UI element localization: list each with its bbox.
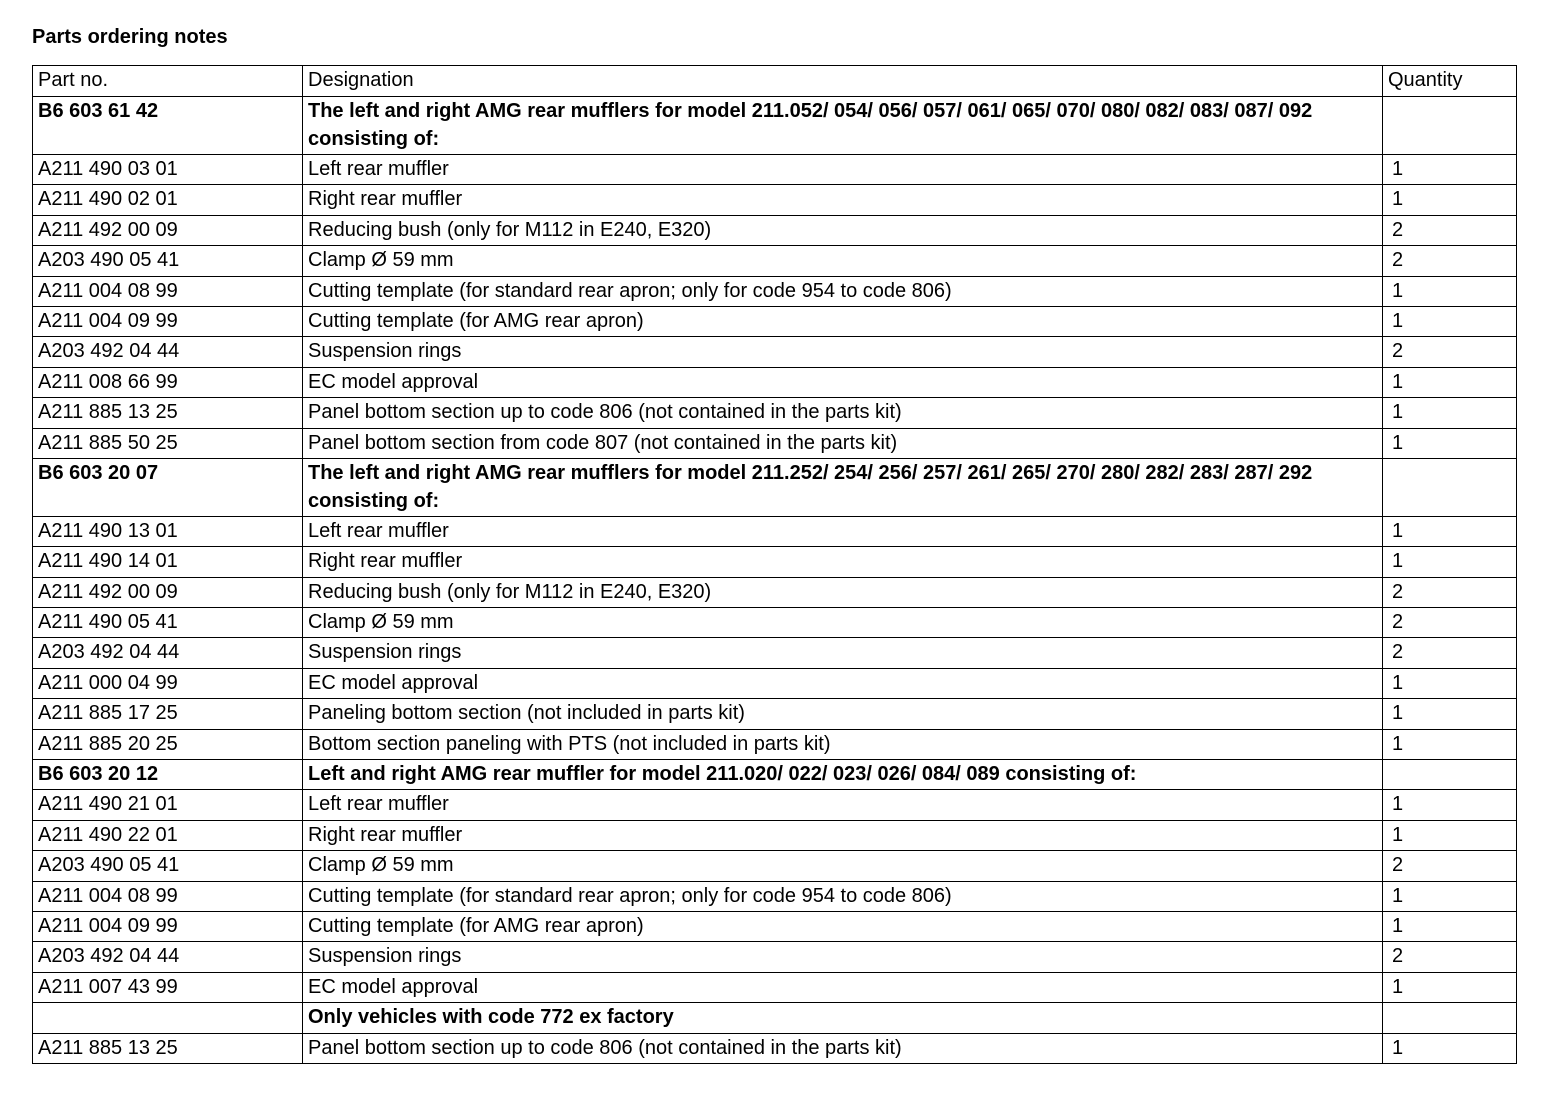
- part-number-cell: A211 885 13 25: [33, 1033, 303, 1063]
- designation-cell: Right rear muffler: [303, 547, 1383, 577]
- part-number-cell: A211 490 22 01: [33, 820, 303, 850]
- table-row: [33, 972, 1517, 1002]
- designation-cell: Only vehicles with code 772 ex factory: [303, 1003, 1383, 1033]
- quantity-cell: 1: [1383, 729, 1517, 759]
- part-number-cell: A211 492 00 09: [33, 577, 303, 607]
- designation-cell: The left and right AMG rear mufflers for model 211.252/ 254/ 256/ 257/ 261/ 265/ 270/ 280/ 282/ 283/ 287/ 292 consisting of:: [303, 458, 1383, 516]
- page-title: Parts ordering notes: [32, 26, 228, 48]
- part-number-cell: A211 004 08 99: [33, 881, 303, 911]
- table-row: [33, 911, 1517, 941]
- part-number-cell: A211 000 04 99: [33, 668, 303, 698]
- table-row: [33, 638, 1517, 668]
- table-row: [33, 790, 1517, 820]
- table-row: [33, 155, 1517, 185]
- quantity-cell: 1: [1383, 1033, 1517, 1063]
- quantity-cell: [1383, 1003, 1517, 1033]
- designation-cell: Left and right AMG rear muffler for model 211.020/ 022/ 023/ 026/ 084/ 089 consisting of:: [303, 760, 1383, 790]
- designation-cell: Left rear muffler: [303, 516, 1383, 546]
- part-number-cell: A211 004 09 99: [33, 306, 303, 336]
- part-number-cell: A211 490 05 41: [33, 608, 303, 638]
- designation-cell: Suspension rings: [303, 638, 1383, 668]
- part-number-cell: A203 492 04 44: [33, 638, 303, 668]
- part-number-cell: A211 490 14 01: [33, 547, 303, 577]
- quantity-cell: 1: [1383, 428, 1517, 458]
- designation-cell: Panel bottom section from code 807 (not contained in the parts kit): [303, 428, 1383, 458]
- part-number-cell: A211 008 66 99: [33, 367, 303, 397]
- parts-table: [32, 65, 1517, 1064]
- part-number-cell: A211 490 13 01: [33, 516, 303, 546]
- table-row: [33, 942, 1517, 972]
- quantity-cell: 1: [1383, 972, 1517, 1002]
- designation-cell: Paneling bottom section (not included in parts kit): [303, 699, 1383, 729]
- quantity-cell: 1: [1383, 668, 1517, 698]
- designation-cell: Suspension rings: [303, 337, 1383, 367]
- quantity-cell: 1: [1383, 185, 1517, 215]
- part-number-cell: A203 492 04 44: [33, 942, 303, 972]
- quantity-cell: 2: [1383, 608, 1517, 638]
- designation-cell: Clamp Ø 59 mm: [303, 246, 1383, 276]
- parts-table-body: [33, 97, 1517, 1064]
- designation-cell: EC model approval: [303, 972, 1383, 1002]
- table-row: [33, 306, 1517, 336]
- part-number-cell: A211 492 00 09: [33, 215, 303, 245]
- table-row: [33, 516, 1517, 546]
- table-row: [33, 577, 1517, 607]
- table-row: [33, 1033, 1517, 1063]
- designation-cell: Left rear muffler: [303, 155, 1383, 185]
- quantity-cell: 2: [1383, 942, 1517, 972]
- quantity-cell: 1: [1383, 699, 1517, 729]
- quantity-cell: [1383, 760, 1517, 790]
- part-number-cell: A203 492 04 44: [33, 337, 303, 367]
- table-row: [33, 215, 1517, 245]
- quantity-cell: 2: [1383, 246, 1517, 276]
- quantity-cell: 1: [1383, 911, 1517, 941]
- table-row: [33, 881, 1517, 911]
- table-row: [33, 668, 1517, 698]
- table-row: [33, 729, 1517, 759]
- designation-cell: Reducing bush (only for M112 in E240, E320): [303, 577, 1383, 607]
- part-number-cell: B6 603 20 07: [33, 458, 303, 516]
- part-number-cell: A211 004 09 99: [33, 911, 303, 941]
- part-number-cell: B6 603 61 42: [33, 97, 303, 155]
- quantity-cell: 2: [1383, 337, 1517, 367]
- designation-cell: Suspension rings: [303, 942, 1383, 972]
- quantity-cell: 2: [1383, 638, 1517, 668]
- part-number-cell: A211 885 13 25: [33, 398, 303, 428]
- table-row: [33, 398, 1517, 428]
- part-number-cell: [33, 1003, 303, 1033]
- designation-cell: Clamp Ø 59 mm: [303, 851, 1383, 881]
- part-number-cell: B6 603 20 12: [33, 760, 303, 790]
- designation-cell: EC model approval: [303, 367, 1383, 397]
- table-row: [33, 1003, 1517, 1033]
- quantity-cell: 1: [1383, 820, 1517, 850]
- table-row: [33, 428, 1517, 458]
- quantity-cell: 1: [1383, 547, 1517, 577]
- table-row: [33, 276, 1517, 306]
- table-row: [33, 608, 1517, 638]
- designation-cell: Clamp Ø 59 mm: [303, 608, 1383, 638]
- designation-cell: Cutting template (for standard rear apron; only for code 954 to code 806): [303, 276, 1383, 306]
- quantity-cell: 1: [1383, 398, 1517, 428]
- quantity-cell: 1: [1383, 516, 1517, 546]
- table-row: [33, 851, 1517, 881]
- table-row: [33, 367, 1517, 397]
- part-number-cell: A211 885 20 25: [33, 729, 303, 759]
- designation-cell: EC model approval: [303, 668, 1383, 698]
- quantity-cell: 1: [1383, 367, 1517, 397]
- designation-cell: The left and right AMG rear mufflers for model 211.052/ 054/ 056/ 057/ 061/ 065/ 070/ 080/ 082/ 083/ 087/ 092 consisting of:: [303, 97, 1383, 155]
- designation-cell: Right rear muffler: [303, 185, 1383, 215]
- designation-cell: Cutting template (for AMG rear apron): [303, 306, 1383, 336]
- part-number-cell: A203 490 05 41: [33, 851, 303, 881]
- part-number-cell: A211 885 17 25: [33, 699, 303, 729]
- part-number-cell: A203 490 05 41: [33, 246, 303, 276]
- designation-cell: Bottom section paneling with PTS (not included in parts kit): [303, 729, 1383, 759]
- designation-cell: Reducing bush (only for M112 in E240, E320): [303, 215, 1383, 245]
- designation-cell: Left rear muffler: [303, 790, 1383, 820]
- quantity-cell: [1383, 458, 1517, 516]
- part-number-cell: A211 490 02 01: [33, 185, 303, 215]
- part-number-cell: A211 885 50 25: [33, 428, 303, 458]
- quantity-cell: 2: [1383, 577, 1517, 607]
- quantity-cell: 1: [1383, 306, 1517, 336]
- table-row: [33, 547, 1517, 577]
- designation-cell: Cutting template (for standard rear apron; only for code 954 to code 806): [303, 881, 1383, 911]
- table-row: [33, 760, 1517, 790]
- table-header-row: [33, 66, 1517, 97]
- part-number-cell: A211 490 03 01: [33, 155, 303, 185]
- table-row: [33, 97, 1517, 155]
- quantity-cell: 1: [1383, 881, 1517, 911]
- designation-cell: Panel bottom section up to code 806 (not contained in the parts kit): [303, 1033, 1383, 1063]
- quantity-cell: 1: [1383, 276, 1517, 306]
- table-row: [33, 820, 1517, 850]
- quantity-cell: 1: [1383, 790, 1517, 820]
- quantity-cell: 1: [1383, 155, 1517, 185]
- part-number-cell: A211 004 08 99: [33, 276, 303, 306]
- header-part-no: Part no.: [33, 66, 303, 97]
- table-row: [33, 185, 1517, 215]
- table-row: [33, 337, 1517, 367]
- header-quantity: Quantity: [1383, 66, 1517, 97]
- designation-cell: Cutting template (for AMG rear apron): [303, 911, 1383, 941]
- table-row: [33, 246, 1517, 276]
- quantity-cell: 2: [1383, 851, 1517, 881]
- part-number-cell: A211 007 43 99: [33, 972, 303, 1002]
- quantity-cell: [1383, 97, 1517, 155]
- part-number-cell: A211 490 21 01: [33, 790, 303, 820]
- designation-cell: Panel bottom section up to code 806 (not contained in the parts kit): [303, 398, 1383, 428]
- table-row: [33, 699, 1517, 729]
- quantity-cell: 2: [1383, 215, 1517, 245]
- table-row: [33, 458, 1517, 516]
- header-designation: Designation: [303, 66, 1383, 97]
- designation-cell: Right rear muffler: [303, 820, 1383, 850]
